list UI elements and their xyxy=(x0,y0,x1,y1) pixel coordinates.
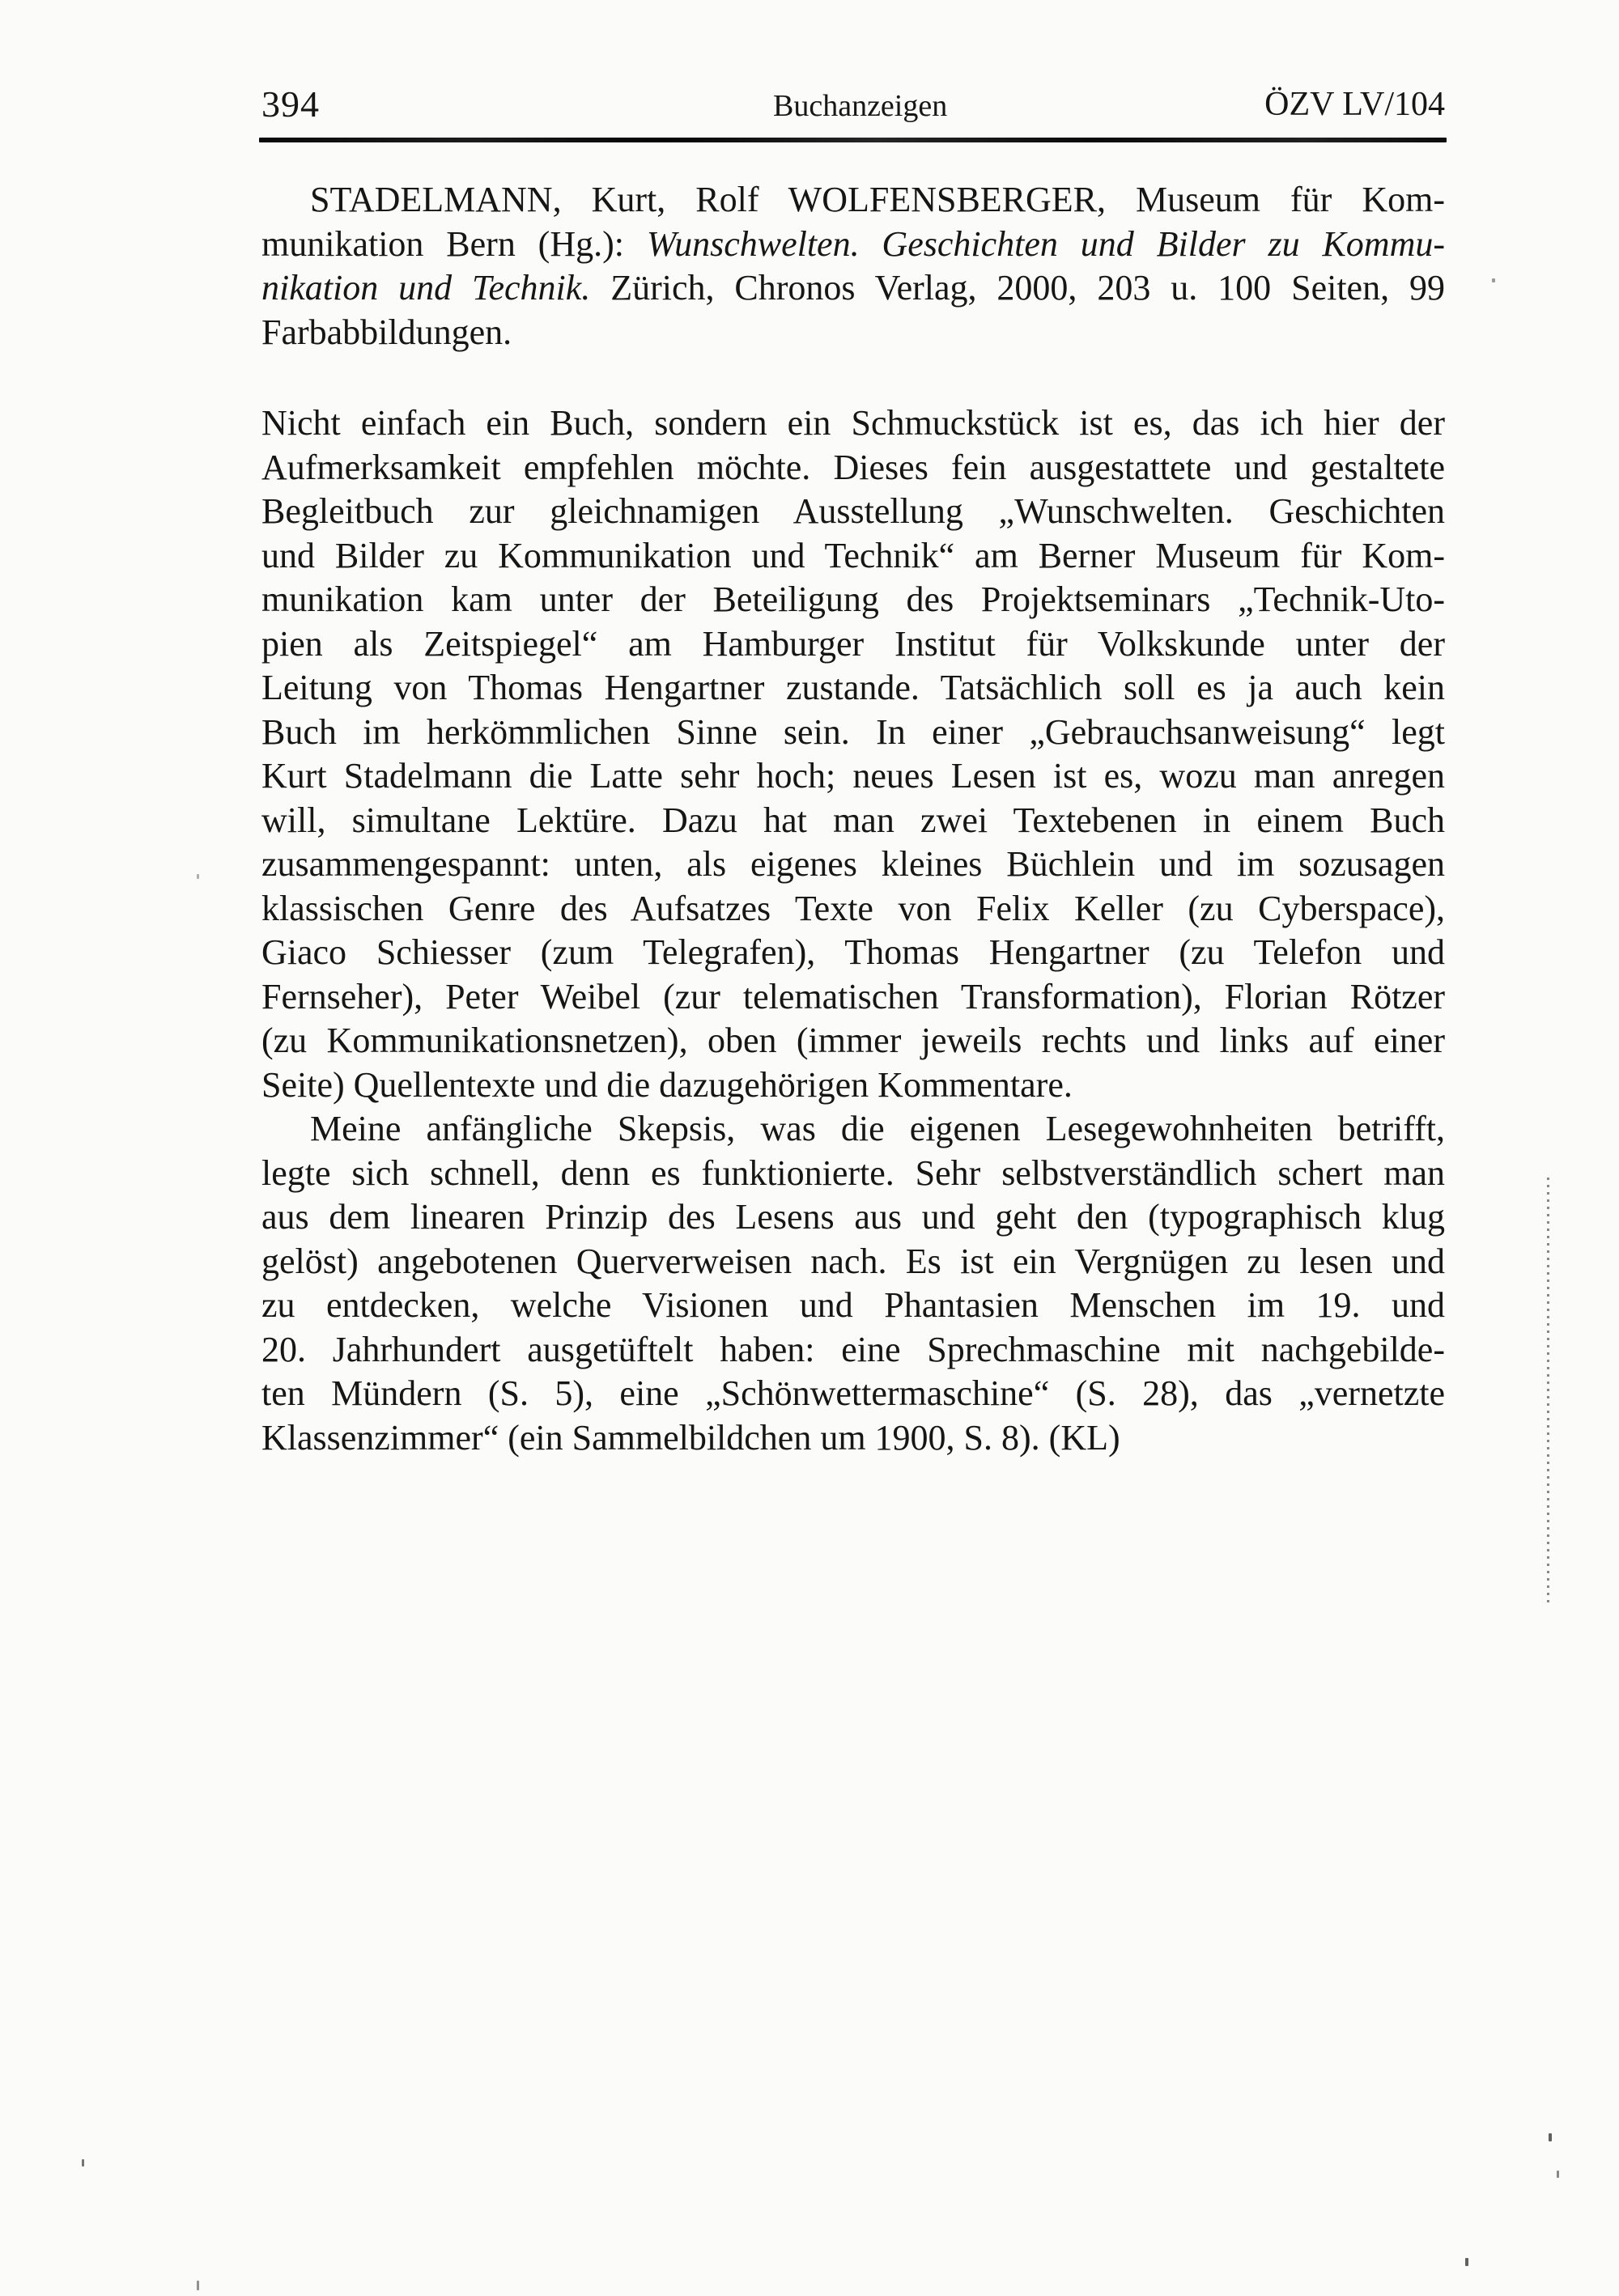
header-rule xyxy=(259,138,1447,142)
text-line: Meine anfängliche Skepsis, was die eigenen Lesegewohnheiten betrifft, xyxy=(310,1109,1445,1148)
scan-speck xyxy=(197,874,199,879)
scan-artifact-dotted-line xyxy=(1547,1178,1549,1606)
text-line: klassischen Genre des Aufsatzes Texte von Felix Keller (zu Cyberspace), xyxy=(261,888,1445,928)
text-line: Kurt Stadelmann die Latte sehr hoch; neues Lesen ist es, wozu man anregen xyxy=(261,756,1445,796)
scan-speck xyxy=(1465,2258,1468,2266)
scan-speck xyxy=(197,2281,199,2290)
text-line: zusammengespannt: unten, als eigenes kleines Büchlein und im sozusagen xyxy=(261,844,1445,884)
scan-speck xyxy=(1557,2171,1559,2178)
entry-roman-text: munikation Bern (Hg.): xyxy=(261,223,624,264)
text-line: Farbabbildungen. xyxy=(261,312,512,352)
text-line: legte sich schnell, denn es funktionierte. Sehr selbstverständlich schert man xyxy=(261,1152,1445,1193)
scan-speck xyxy=(1492,278,1495,282)
page-number: 394 xyxy=(261,83,320,125)
entry-italic-title: Wunschwelten. Geschichten und Bilder zu Kommu- xyxy=(646,223,1445,264)
entry-italic-title: nikation und Technik. xyxy=(261,268,591,308)
text-line: Begleitbuch zur gleichnamigen Ausstellung „Wunschwelten. Geschichten xyxy=(261,491,1445,531)
text-line: Seite) Quellentexte und die dazugehörigen Kommentare. xyxy=(261,1064,1073,1105)
text-line: Klassenzimmer“ (ein Sammelbildchen um 1900, S. 8). (KL) xyxy=(261,1417,1120,1458)
text-line: Nicht einfach ein Buch, sondern ein Schmuckstück ist es, das ich hier der xyxy=(261,403,1445,443)
text-line: STADELMANN, Kurt, Rolf WOLFENSBERGER, Museum für Kom- xyxy=(310,180,1445,219)
text-line: 20. Jahrhundert ausgetüftelt haben: eine Sprechmaschine mit nachgebilde- xyxy=(261,1329,1445,1369)
page-header xyxy=(261,79,1445,126)
text-line: (zu Kommunikationsnetzen), oben (immer jeweils rechts und links auf einer xyxy=(261,1021,1445,1060)
text-line xyxy=(261,266,1445,311)
review-text xyxy=(261,401,1445,1460)
journal-reference: ÖZV LV/104 xyxy=(1264,86,1445,123)
bibliographic-entry xyxy=(261,178,1445,354)
scan-speck xyxy=(82,2159,84,2167)
text-line: ten Mündern (S. 5), eine „Schönwettermaschine“ (S. 28), das „vernetzte xyxy=(261,1373,1445,1413)
text-line: gelöst) angebotenen Querverweisen nach. Es ist ein Vergnügen zu lesen und xyxy=(261,1241,1445,1281)
text-line: will, simultane Lektüre. Dazu hat man zwei Textebenen in einem Buch xyxy=(261,800,1445,840)
text-line: Giaco Schiesser (zum Telegrafen), Thomas Hengartner (zu Telefon und xyxy=(261,932,1445,972)
text-line: munikation kam unter der Beteiligung des Projektseminars „Technik-Uto- xyxy=(261,579,1445,619)
text-line: zu entdecken, welche Visionen und Phantasien Menschen im 19. und xyxy=(261,1285,1445,1325)
text-line: pien als Zeitspiegel“ am Hamburger Institut für Volkskunde unter der xyxy=(261,623,1445,664)
entry-roman-text: Zürich, Chronos Verlag, 2000, 203 u. 100 Seiten, 99 xyxy=(610,268,1445,308)
text-line: Leitung von Thomas Hengartner zustande. Tatsächlich soll es ja auch kein xyxy=(261,668,1445,707)
scan-speck xyxy=(1549,2133,1552,2141)
text-line: Buch im herkömmlichen Sinne sein. In einer „Gebrauchsanweisung“ legt xyxy=(261,711,1445,752)
text-line xyxy=(261,223,1445,267)
running-title: Buchanzeigen xyxy=(772,89,948,123)
text-line: Fernseher), Peter Weibel (zur telematischen Transformation), Florian Rötzer xyxy=(261,976,1445,1016)
text-line: Aufmerksamkeit empfehlen möchte. Dieses fein ausgestattete und gestaltete xyxy=(261,447,1445,487)
text-line: aus dem linearen Prinzip des Lesens aus und geht den (typographisch klug xyxy=(261,1197,1445,1237)
text-line: und Bilder zu Kommunikation und Technik“ am Berner Museum für Kom- xyxy=(261,535,1445,575)
